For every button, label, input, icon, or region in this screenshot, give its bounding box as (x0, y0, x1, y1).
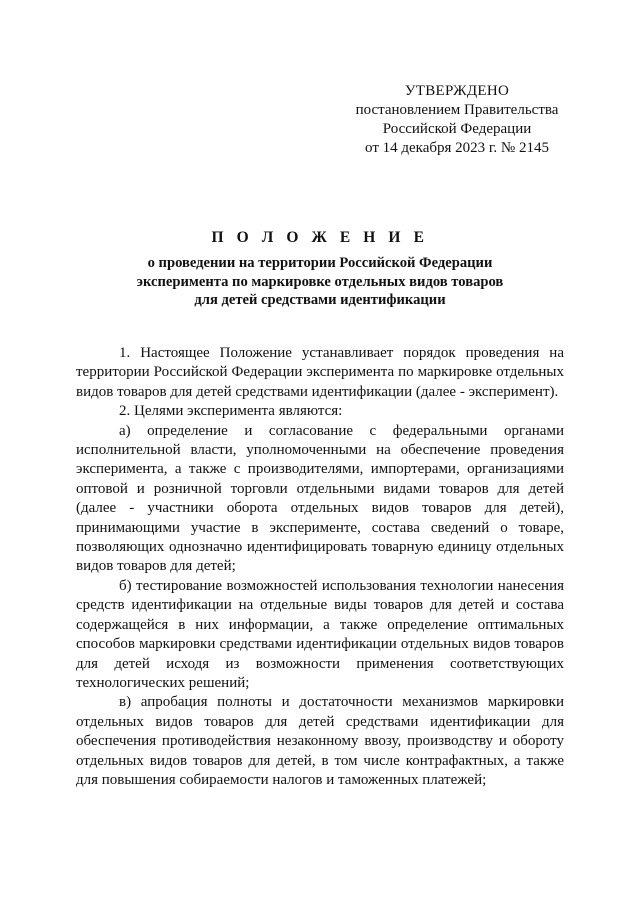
paragraph-2a: а) определение и согласование с федеральными органами исполнительной власти, уполномоченными на обеспечение проведения эксперимента, а также с производителями, импортерами, организациями оптовой и розничной торговли отдельными видами товаров для детей (далее - участники оборота отдельных видов товаров для детей), принимающими участие в эксперименте, состава сведений о товаре, позволяющих однозначно идентифицировать товарную единицу отдельных видов товаров для детей; (76, 422, 564, 575)
subtitle-line-2: эксперимента по маркировке отдельных видов товаров (136, 273, 504, 290)
approval-stamp-block (352, 82, 562, 158)
document-body (76, 344, 564, 790)
approval-line-2: Российской Федерации (382, 121, 532, 137)
approval-line-3: от 14 декабря 2023 г. № 2145 (365, 140, 549, 156)
document-heading (70, 228, 570, 310)
paragraph-2b: б) тестирование возможностей использования технологии нанесения средств идентификации на отдельные виды товаров для детей и состава содержащейся в них информации, а также определение оптимальных способов маркировки средствами идентификации отдельных видов товаров для детей исходя из возможности применения соответствующих технологических решений; (76, 577, 564, 691)
document-title: П О Л О Ж Е Н И Е (211, 229, 429, 246)
subtitle-line-3: для детей средствами идентификации (194, 292, 446, 309)
paragraph-2c: в) апробация полноты и достаточности механизмов маркировки отдельных видов товаров для детей средствами идентификации для обеспечения противодействия незаконному ввозу, производству и обороту отдельных видов товаров для детей, в том числе контрафактных, а также для повышения собираемости налогов и таможенных платежей; (76, 694, 564, 788)
approval-stamp: УТВЕРЖДЕНО (404, 83, 510, 99)
paragraph-1: 1. Настоящее Положение устанавливает порядок проведения на территории Российской Федерации эксперимента по маркировке отдельных видов товаров для детей средствами идентификации (далее - эксперимент). (76, 345, 564, 400)
paragraph-2: 2. Целями эксперимента являются: (119, 403, 343, 420)
subtitle-line-1: о проведении на территории Российской Федерации (147, 255, 493, 271)
approval-line-1: постановлением Правительства (355, 102, 559, 118)
